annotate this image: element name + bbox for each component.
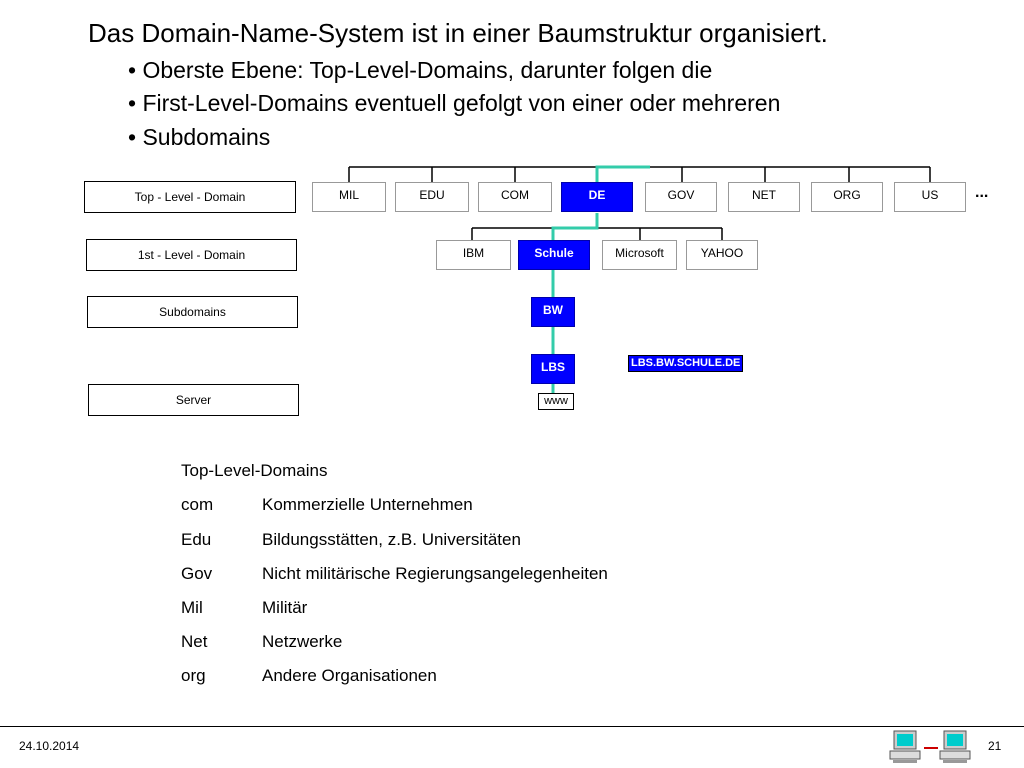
bullet-2: • First-Level-Domains eventuell gefolgt von einer oder mehreren <box>128 90 781 116</box>
legend-key: Edu <box>181 530 212 549</box>
first-level-node: YAHOO <box>686 240 758 270</box>
more-ellipsis: ... <box>975 184 989 201</box>
legend-key: Mil <box>181 598 203 617</box>
legend-key: Net <box>181 632 208 651</box>
legend-desc: Andere Organisationen <box>262 666 437 685</box>
legend-key: org <box>181 666 206 685</box>
path-de-schule <box>553 213 597 240</box>
legend-row <box>181 530 521 550</box>
level-sub: Subdomains <box>87 296 298 328</box>
tld-node: EDU <box>395 182 469 212</box>
first-level-node: Microsoft <box>602 240 677 270</box>
slide-title: Das Domain-Name-System ist in einer Baumstruktur organisiert. <box>88 18 828 48</box>
legend-heading: Top-Level-Domains <box>181 461 328 480</box>
first-level-node-highlighted: Schule <box>518 240 590 270</box>
page-number: 21 <box>988 739 1002 753</box>
footer-divider <box>0 726 1024 727</box>
level-server: Server <box>88 384 299 416</box>
legend-row <box>181 632 342 652</box>
legend-row <box>181 666 437 686</box>
fqdn-label: LBS.BW.SCHULE.DE <box>628 355 743 372</box>
tld-node: NET <box>728 182 800 212</box>
legend-key: com <box>181 495 214 514</box>
legend-row <box>181 564 608 584</box>
legend-desc: Netzwerke <box>262 632 343 651</box>
computer-icon <box>938 727 974 765</box>
first-level-node: IBM <box>436 240 511 270</box>
level-first: 1st - Level - Domain <box>86 239 297 271</box>
legend-desc: Kommerzielle Unternehmen <box>262 495 473 514</box>
server-node: www <box>538 393 574 410</box>
computer-icon <box>888 727 924 765</box>
legend-key: Gov <box>181 564 213 583</box>
tld-node: GOV <box>645 182 717 212</box>
bullet-1: • Oberste Ebene: Top-Level-Domains, darunter folgen die <box>128 57 713 83</box>
tld-node: COM <box>478 182 552 212</box>
tld-node: MIL <box>312 182 386 212</box>
bullet-3: • Subdomains <box>128 124 271 150</box>
legend-row <box>181 495 473 515</box>
legend-row <box>181 598 307 618</box>
legend-desc: Bildungsstätten, z.B. Universitäten <box>262 530 521 549</box>
legend-desc: Nicht militärische Regierungsangelegenheiten <box>262 564 608 583</box>
footer-date: 24.10.2014 <box>19 739 80 753</box>
legend-desc: Militär <box>262 598 308 617</box>
network-link-icon <box>924 745 938 751</box>
tld-node-highlighted: DE <box>561 182 633 212</box>
subdomain-node: BW <box>531 297 575 327</box>
tld-node: ORG <box>811 182 883 212</box>
tld-node: US <box>894 182 966 212</box>
host-node: LBS <box>531 354 575 384</box>
path-root-de <box>597 167 650 182</box>
level-top: Top - Level - Domain <box>84 181 296 213</box>
